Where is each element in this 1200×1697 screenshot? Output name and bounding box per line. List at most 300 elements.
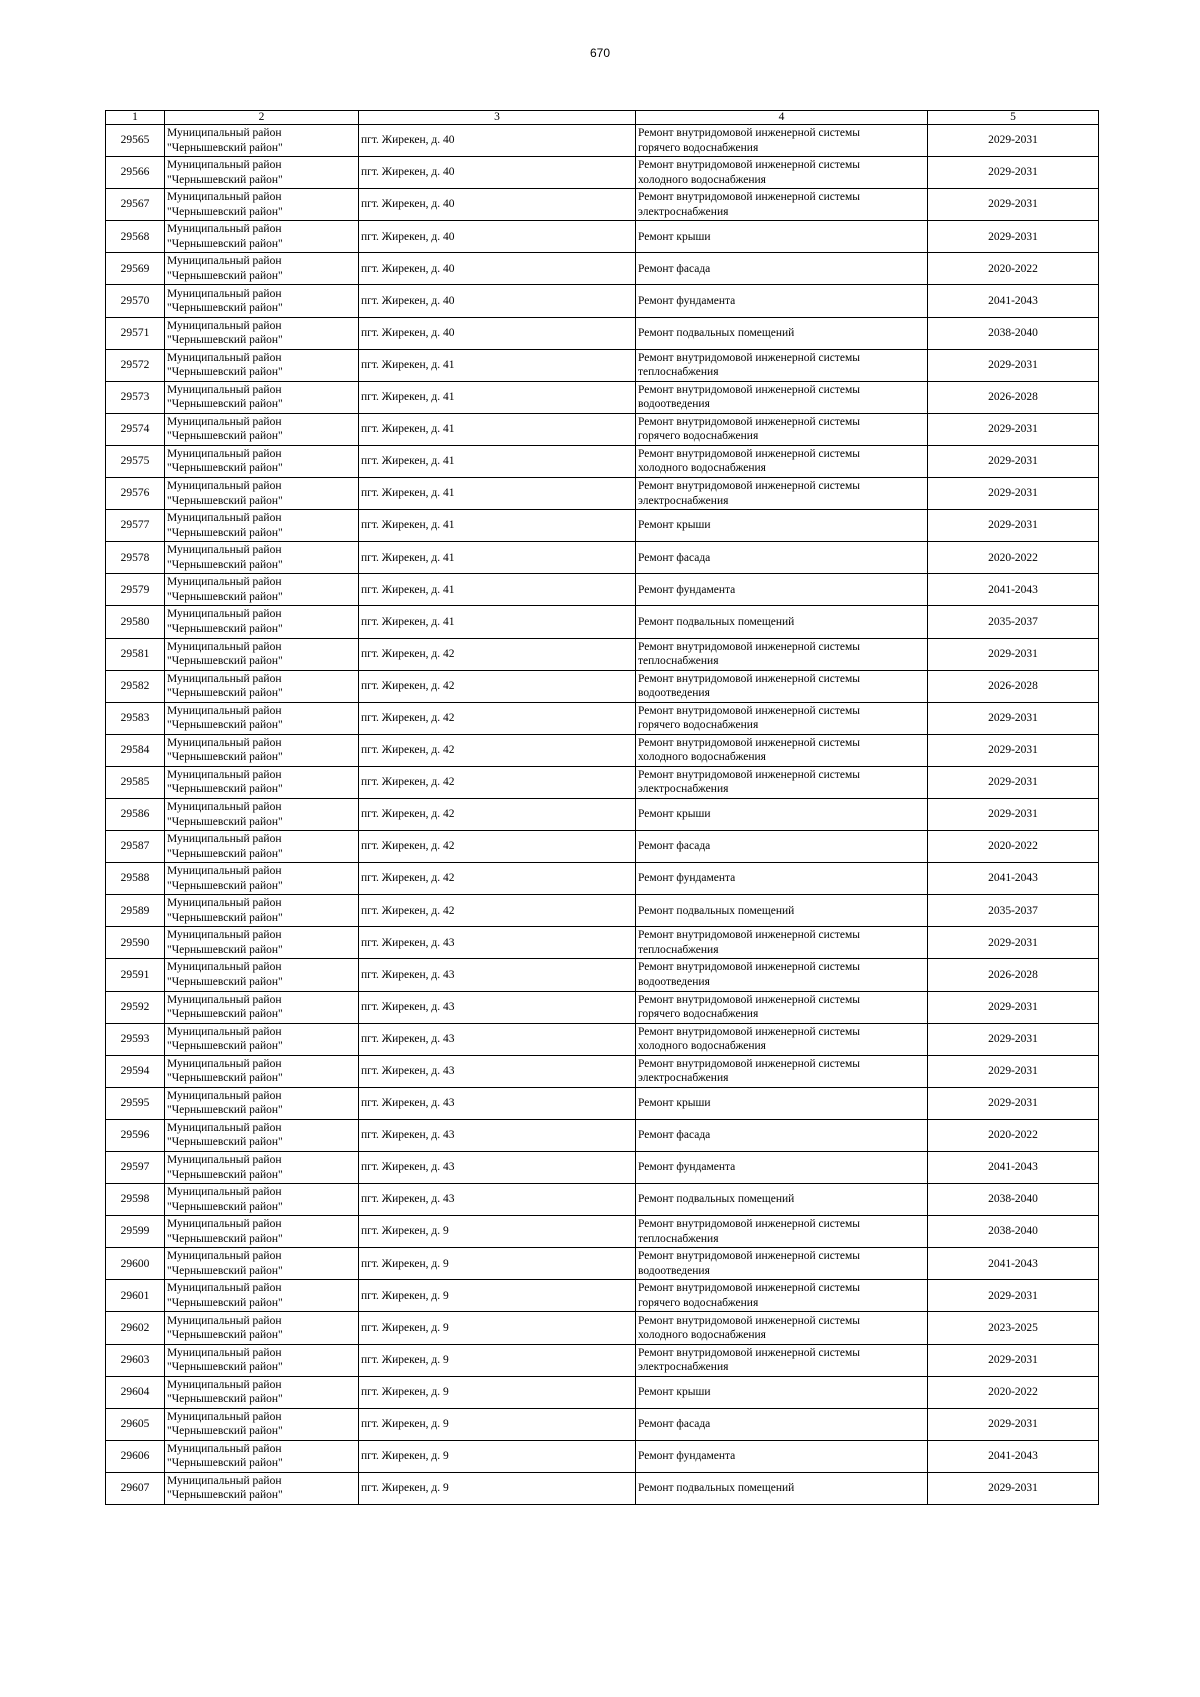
district-cell — [165, 734, 359, 766]
row-number-cell: 29591 — [106, 959, 165, 991]
district-cell — [165, 1472, 359, 1504]
row-number-cell: 29595 — [106, 1087, 165, 1119]
work-type-line: Ремонт крыши — [638, 519, 711, 532]
table-row — [106, 1087, 1099, 1119]
work-type-line: Ремонт внутридомовой инженерной системы — [638, 736, 861, 749]
row-number-cell: 29605 — [106, 1408, 165, 1440]
work-type-cell — [636, 1408, 928, 1440]
table-row — [106, 1344, 1099, 1376]
district-line: "Чернышевский район" — [167, 494, 283, 507]
district-cell — [165, 317, 359, 349]
period-cell: 2041-2043 — [928, 285, 1099, 317]
district-cell — [165, 349, 359, 381]
table-row — [106, 510, 1099, 542]
work-type-line: теплоснабжения — [638, 655, 719, 668]
district-line: "Чернышевский район" — [167, 622, 283, 635]
table-row — [106, 1184, 1099, 1216]
row-number-cell: 29569 — [106, 253, 165, 285]
period-cell: 2029-2031 — [928, 445, 1099, 477]
work-type-cell — [636, 1119, 928, 1151]
work-type-line: холодного водоснабжения — [638, 1329, 766, 1342]
district-cell — [165, 766, 359, 798]
district-cell — [165, 285, 359, 317]
work-type-line: теплоснабжения — [638, 1232, 719, 1245]
address-cell: пгт. Жирекен, д. 43 — [359, 1087, 636, 1119]
district-line: Муниципальный район — [167, 1250, 282, 1263]
work-type-line: Ремонт фасада — [638, 551, 711, 564]
district-line: Муниципальный район — [167, 1121, 282, 1134]
work-type-cell — [636, 670, 928, 702]
district-line: Муниципальный район — [167, 1346, 282, 1359]
work-type-cell — [636, 1055, 928, 1087]
period-cell: 2029-2031 — [928, 734, 1099, 766]
address-cell: пгт. Жирекен, д. 43 — [359, 991, 636, 1023]
table-row — [106, 702, 1099, 734]
work-type-cell — [636, 189, 928, 221]
row-number-cell: 29598 — [106, 1184, 165, 1216]
work-type-cell — [636, 253, 928, 285]
district-cell — [165, 991, 359, 1023]
table-row — [106, 157, 1099, 189]
table-row — [106, 927, 1099, 959]
district-line: Муниципальный район — [167, 191, 282, 204]
district-line: "Чернышевский район" — [167, 526, 283, 539]
row-number-cell: 29585 — [106, 766, 165, 798]
address-cell: пгт. Жирекен, д. 42 — [359, 702, 636, 734]
period-cell: 2020-2022 — [928, 831, 1099, 863]
work-type-cell — [636, 1312, 928, 1344]
row-number-cell: 29574 — [106, 413, 165, 445]
work-type-line: Ремонт внутридомовой инженерной системы — [638, 480, 861, 493]
district-line: Муниципальный район — [167, 480, 282, 493]
work-type-line: Ремонт фундамента — [638, 294, 736, 307]
period-cell: 2029-2031 — [928, 1087, 1099, 1119]
work-type-cell — [636, 1472, 928, 1504]
table-row — [106, 413, 1099, 445]
work-type-line: Ремонт внутридомовой инженерной системы — [638, 191, 861, 204]
district-line: Муниципальный район — [167, 1314, 282, 1327]
district-line: "Чернышевский район" — [167, 975, 283, 988]
district-cell — [165, 413, 359, 445]
district-line: Муниципальный район — [167, 319, 282, 332]
row-number-cell: 29567 — [106, 189, 165, 221]
table-row — [106, 831, 1099, 863]
work-type-cell — [636, 221, 928, 253]
district-line: Муниципальный район — [167, 1442, 282, 1455]
district-line: "Чернышевский район" — [167, 558, 283, 571]
table-row — [106, 1376, 1099, 1408]
district-line: Муниципальный район — [167, 1186, 282, 1199]
work-type-cell — [636, 125, 928, 157]
period-cell: 2041-2043 — [928, 1152, 1099, 1184]
district-line: Муниципальный район — [167, 1154, 282, 1167]
district-line: "Чернышевский район" — [167, 719, 283, 732]
table-row — [106, 253, 1099, 285]
district-line: "Чернышевский район" — [167, 847, 283, 860]
table-row — [106, 798, 1099, 830]
district-cell — [165, 863, 359, 895]
district-cell — [165, 831, 359, 863]
work-type-line: Ремонт внутридомовой инженерной системы — [638, 447, 861, 460]
period-cell: 2029-2031 — [928, 1408, 1099, 1440]
address-cell: пгт. Жирекен, д. 41 — [359, 542, 636, 574]
district-cell — [165, 959, 359, 991]
period-cell: 2029-2031 — [928, 413, 1099, 445]
period-cell: 2038-2040 — [928, 1184, 1099, 1216]
work-type-line: Ремонт фундамента — [638, 872, 736, 885]
district-line: "Чернышевский район" — [167, 1393, 283, 1406]
work-type-cell — [636, 574, 928, 606]
address-cell: пгт. Жирекен, д. 42 — [359, 831, 636, 863]
district-cell — [165, 445, 359, 477]
row-number-cell: 29572 — [106, 349, 165, 381]
work-type-line: Ремонт подвальных помещений — [638, 904, 795, 917]
address-cell: пгт. Жирекен, д. 41 — [359, 510, 636, 542]
work-type-cell — [636, 959, 928, 991]
work-type-line: Ремонт фасада — [638, 262, 711, 275]
district-line: "Чернышевский район" — [167, 1232, 283, 1245]
row-number-cell: 29594 — [106, 1055, 165, 1087]
work-type-line: водоотведения — [638, 398, 710, 411]
district-line: Муниципальный район — [167, 1410, 282, 1423]
address-cell: пгт. Жирекен, д. 43 — [359, 1184, 636, 1216]
district-line: "Чернышевский район" — [167, 430, 283, 443]
address-cell: пгт. Жирекен, д. 40 — [359, 253, 636, 285]
address-cell: пгт. Жирекен, д. 9 — [359, 1440, 636, 1472]
work-type-cell — [636, 1152, 928, 1184]
row-number-cell: 29597 — [106, 1152, 165, 1184]
row-number-cell: 29575 — [106, 445, 165, 477]
district-line: "Чернышевский район" — [167, 879, 283, 892]
work-type-line: электроснабжения — [638, 1072, 729, 1085]
table-row — [106, 478, 1099, 510]
row-number-cell: 29602 — [106, 1312, 165, 1344]
address-cell: пгт. Жирекен, д. 42 — [359, 863, 636, 895]
work-type-line: Ремонт внутридомовой инженерной системы — [638, 929, 861, 942]
address-cell: пгт. Жирекен, д. 41 — [359, 574, 636, 606]
row-number-cell: 29583 — [106, 702, 165, 734]
table-row — [106, 574, 1099, 606]
period-cell: 2020-2022 — [928, 1376, 1099, 1408]
table-row — [106, 1152, 1099, 1184]
address-cell: пгт. Жирекен, д. 41 — [359, 445, 636, 477]
district-line: "Чернышевский район" — [167, 943, 283, 956]
row-number-cell: 29578 — [106, 542, 165, 574]
work-type-cell — [636, 734, 928, 766]
work-type-cell — [636, 381, 928, 413]
table-header — [106, 111, 1099, 125]
work-type-line: горячего водоснабжения — [638, 430, 759, 443]
table-row — [106, 1055, 1099, 1087]
work-type-cell — [636, 1280, 928, 1312]
period-cell: 2026-2028 — [928, 670, 1099, 702]
period-cell: 2038-2040 — [928, 1216, 1099, 1248]
address-cell: пгт. Жирекен, д. 9 — [359, 1408, 636, 1440]
district-cell — [165, 221, 359, 253]
district-line: "Чернышевский район" — [167, 1329, 283, 1342]
district-cell — [165, 1408, 359, 1440]
work-type-line: электроснабжения — [638, 494, 729, 507]
period-cell: 2029-2031 — [928, 478, 1099, 510]
period-cell: 2041-2043 — [928, 863, 1099, 895]
district-line: "Чернышевский район" — [167, 1072, 283, 1085]
row-number-cell: 29565 — [106, 125, 165, 157]
row-number-cell: 29607 — [106, 1472, 165, 1504]
row-number-cell: 29573 — [106, 381, 165, 413]
district-line: Муниципальный район — [167, 1025, 282, 1038]
district-line: "Чернышевский район" — [167, 911, 283, 924]
row-number-cell: 29589 — [106, 895, 165, 927]
work-type-cell — [636, 157, 928, 189]
table-row — [106, 1312, 1099, 1344]
district-line: Муниципальный район — [167, 929, 282, 942]
address-cell: пгт. Жирекен, д. 42 — [359, 638, 636, 670]
work-type-line: Ремонт фундамента — [638, 1450, 736, 1463]
work-type-line: Ремонт фасада — [638, 840, 711, 853]
period-cell: 2029-2031 — [928, 991, 1099, 1023]
row-number-cell: 29604 — [106, 1376, 165, 1408]
district-line: Муниципальный район — [167, 865, 282, 878]
work-type-line: теплоснабжения — [638, 366, 719, 379]
district-line: "Чернышевский район" — [167, 655, 283, 668]
work-type-cell — [636, 991, 928, 1023]
work-type-line: горячего водоснабжения — [638, 1008, 759, 1021]
district-cell — [165, 798, 359, 830]
district-line: "Чернышевский район" — [167, 1361, 283, 1374]
district-cell — [165, 574, 359, 606]
district-cell — [165, 125, 359, 157]
period-cell: 2041-2043 — [928, 574, 1099, 606]
work-type-cell — [636, 927, 928, 959]
district-cell — [165, 1376, 359, 1408]
district-line: "Чернышевский район" — [167, 1104, 283, 1117]
row-number-cell: 29587 — [106, 831, 165, 863]
work-type-cell — [636, 766, 928, 798]
district-line: Муниципальный район — [167, 351, 282, 364]
work-type-cell — [636, 413, 928, 445]
work-type-cell — [636, 863, 928, 895]
work-type-line: Ремонт подвальных помещений — [638, 326, 795, 339]
address-cell: пгт. Жирекен, д. 40 — [359, 221, 636, 253]
table-row — [106, 285, 1099, 317]
district-cell — [165, 189, 359, 221]
work-type-line: горячего водоснабжения — [638, 1296, 759, 1309]
period-cell: 2035-2037 — [928, 895, 1099, 927]
address-cell: пгт. Жирекен, д. 40 — [359, 157, 636, 189]
work-type-cell — [636, 1023, 928, 1055]
address-cell: пгт. Жирекен, д. 43 — [359, 959, 636, 991]
work-type-cell — [636, 349, 928, 381]
table-row — [106, 221, 1099, 253]
address-cell: пгт. Жирекен, д. 42 — [359, 798, 636, 830]
district-line: Муниципальный район — [167, 1057, 282, 1070]
district-cell — [165, 1119, 359, 1151]
district-line: Муниципальный район — [167, 1282, 282, 1295]
district-line: Муниципальный район — [167, 415, 282, 428]
period-cell: 2029-2031 — [928, 157, 1099, 189]
row-number-cell: 29600 — [106, 1248, 165, 1280]
district-cell — [165, 510, 359, 542]
district-line: Муниципальный район — [167, 159, 282, 172]
table-body — [106, 125, 1099, 1505]
period-cell: 2029-2031 — [928, 1023, 1099, 1055]
district-line: Муниципальный район — [167, 383, 282, 396]
district-cell — [165, 1216, 359, 1248]
district-line: Муниципальный район — [167, 1378, 282, 1391]
district-line: Муниципальный район — [167, 736, 282, 749]
work-type-line: Ремонт фасада — [638, 1129, 711, 1142]
table-row — [106, 1023, 1099, 1055]
capital-repair-table — [105, 110, 1099, 1505]
period-cell: 2041-2043 — [928, 1248, 1099, 1280]
address-cell: пгт. Жирекен, д. 41 — [359, 606, 636, 638]
header-col-4: 4 — [636, 111, 928, 125]
district-line: "Чернышевский район" — [167, 141, 283, 154]
row-number-cell: 29584 — [106, 734, 165, 766]
address-cell: пгт. Жирекен, д. 40 — [359, 317, 636, 349]
district-cell — [165, 1248, 359, 1280]
district-cell — [165, 381, 359, 413]
district-cell — [165, 1344, 359, 1376]
district-line: Муниципальный район — [167, 1089, 282, 1102]
address-cell: пгт. Жирекен, д. 43 — [359, 1152, 636, 1184]
period-cell: 2035-2037 — [928, 606, 1099, 638]
district-cell — [165, 1055, 359, 1087]
table-row — [106, 734, 1099, 766]
work-type-cell — [636, 702, 928, 734]
district-cell — [165, 157, 359, 189]
address-cell: пгт. Жирекен, д. 41 — [359, 413, 636, 445]
period-cell: 2029-2031 — [928, 125, 1099, 157]
work-type-line: Ремонт внутридомовой инженерной системы — [638, 1314, 861, 1327]
period-cell: 2026-2028 — [928, 381, 1099, 413]
district-cell — [165, 542, 359, 574]
district-line: Муниципальный район — [167, 127, 282, 140]
period-cell: 2023-2025 — [928, 1312, 1099, 1344]
address-cell: пгт. Жирекен, д. 43 — [359, 927, 636, 959]
work-type-cell — [636, 895, 928, 927]
district-line: Муниципальный район — [167, 287, 282, 300]
work-type-line: Ремонт крыши — [638, 808, 711, 821]
district-line: "Чернышевский район" — [167, 1168, 283, 1181]
row-number-cell: 29566 — [106, 157, 165, 189]
period-cell: 2029-2031 — [928, 638, 1099, 670]
row-number-cell: 29580 — [106, 606, 165, 638]
work-type-line: холодного водоснабжения — [638, 173, 766, 186]
work-type-line: холодного водоснабжения — [638, 751, 766, 764]
work-type-line: Ремонт фасада — [638, 1418, 711, 1431]
header-col-2: 2 — [165, 111, 359, 125]
district-cell — [165, 895, 359, 927]
work-type-line: горячего водоснабжения — [638, 719, 759, 732]
address-cell: пгт. Жирекен, д. 43 — [359, 1055, 636, 1087]
work-type-line: водоотведения — [638, 687, 710, 700]
address-cell: пгт. Жирекен, д. 41 — [359, 381, 636, 413]
table-row — [106, 381, 1099, 413]
table-row — [106, 1440, 1099, 1472]
district-line: "Чернышевский район" — [167, 173, 283, 186]
work-type-line: Ремонт внутридомовой инженерной системы — [638, 704, 861, 717]
district-line: Муниципальный район — [167, 961, 282, 974]
district-line: Муниципальный район — [167, 640, 282, 653]
address-cell: пгт. Жирекен, д. 41 — [359, 349, 636, 381]
table-row — [106, 863, 1099, 895]
work-type-cell — [636, 542, 928, 574]
district-line: "Чернышевский район" — [167, 687, 283, 700]
row-number-cell: 29601 — [106, 1280, 165, 1312]
work-type-line: Ремонт крыши — [638, 230, 711, 243]
work-type-cell — [636, 1216, 928, 1248]
period-cell: 2029-2031 — [928, 1344, 1099, 1376]
period-cell: 2029-2031 — [928, 349, 1099, 381]
period-cell: 2029-2031 — [928, 1472, 1099, 1504]
table-row — [106, 638, 1099, 670]
header-row — [106, 111, 1099, 125]
district-line: Муниципальный район — [167, 801, 282, 814]
district-line: "Чернышевский район" — [167, 1296, 283, 1309]
district-cell — [165, 1280, 359, 1312]
district-line: "Чернышевский район" — [167, 1040, 283, 1053]
district-line: "Чернышевский район" — [167, 1489, 283, 1502]
table-row — [106, 542, 1099, 574]
address-cell: пгт. Жирекен, д. 9 — [359, 1376, 636, 1408]
row-number-cell: 29592 — [106, 991, 165, 1023]
address-cell: пгт. Жирекен, д. 42 — [359, 895, 636, 927]
table-row — [106, 1408, 1099, 1440]
district-line: Муниципальный район — [167, 704, 282, 717]
work-type-line: электроснабжения — [638, 1361, 729, 1374]
work-type-line: Ремонт внутридомовой инженерной системы — [638, 961, 861, 974]
district-cell — [165, 1184, 359, 1216]
work-type-cell — [636, 1440, 928, 1472]
district-cell — [165, 606, 359, 638]
address-cell: пгт. Жирекен, д. 9 — [359, 1344, 636, 1376]
district-line: Муниципальный район — [167, 608, 282, 621]
district-line: "Чернышевский район" — [167, 205, 283, 218]
work-type-line: Ремонт внутридомовой инженерной системы — [638, 672, 861, 685]
district-cell — [165, 1440, 359, 1472]
period-cell: 2020-2022 — [928, 542, 1099, 574]
table-row — [106, 317, 1099, 349]
table-row — [106, 189, 1099, 221]
work-type-line: Ремонт внутридомовой инженерной системы — [638, 159, 861, 172]
period-cell: 2041-2043 — [928, 1440, 1099, 1472]
work-type-line: Ремонт внутридомовой инженерной системы — [638, 127, 861, 140]
district-line: "Чернышевский район" — [167, 1008, 283, 1021]
district-line: Муниципальный район — [167, 544, 282, 557]
row-number-cell: 29581 — [106, 638, 165, 670]
district-line: "Чернышевский район" — [167, 269, 283, 282]
work-type-line: горячего водоснабжения — [638, 141, 759, 154]
work-type-line: теплоснабжения — [638, 943, 719, 956]
work-type-line: холодного водоснабжения — [638, 1040, 766, 1053]
district-cell — [165, 702, 359, 734]
address-cell: пгт. Жирекен, д. 40 — [359, 285, 636, 317]
work-type-line: электроснабжения — [638, 205, 729, 218]
row-number-cell: 29577 — [106, 510, 165, 542]
district-line: "Чернышевский район" — [167, 366, 283, 379]
district-line: Муниципальный район — [167, 897, 282, 910]
address-cell: пгт. Жирекен, д. 9 — [359, 1248, 636, 1280]
work-type-line: Ремонт внутридомовой инженерной системы — [638, 993, 861, 1006]
row-number-cell: 29570 — [106, 285, 165, 317]
table-row — [106, 1280, 1099, 1312]
table-row — [106, 606, 1099, 638]
district-line: Муниципальный район — [167, 768, 282, 781]
row-number-cell: 29582 — [106, 670, 165, 702]
period-cell: 2029-2031 — [928, 189, 1099, 221]
table-row — [106, 959, 1099, 991]
